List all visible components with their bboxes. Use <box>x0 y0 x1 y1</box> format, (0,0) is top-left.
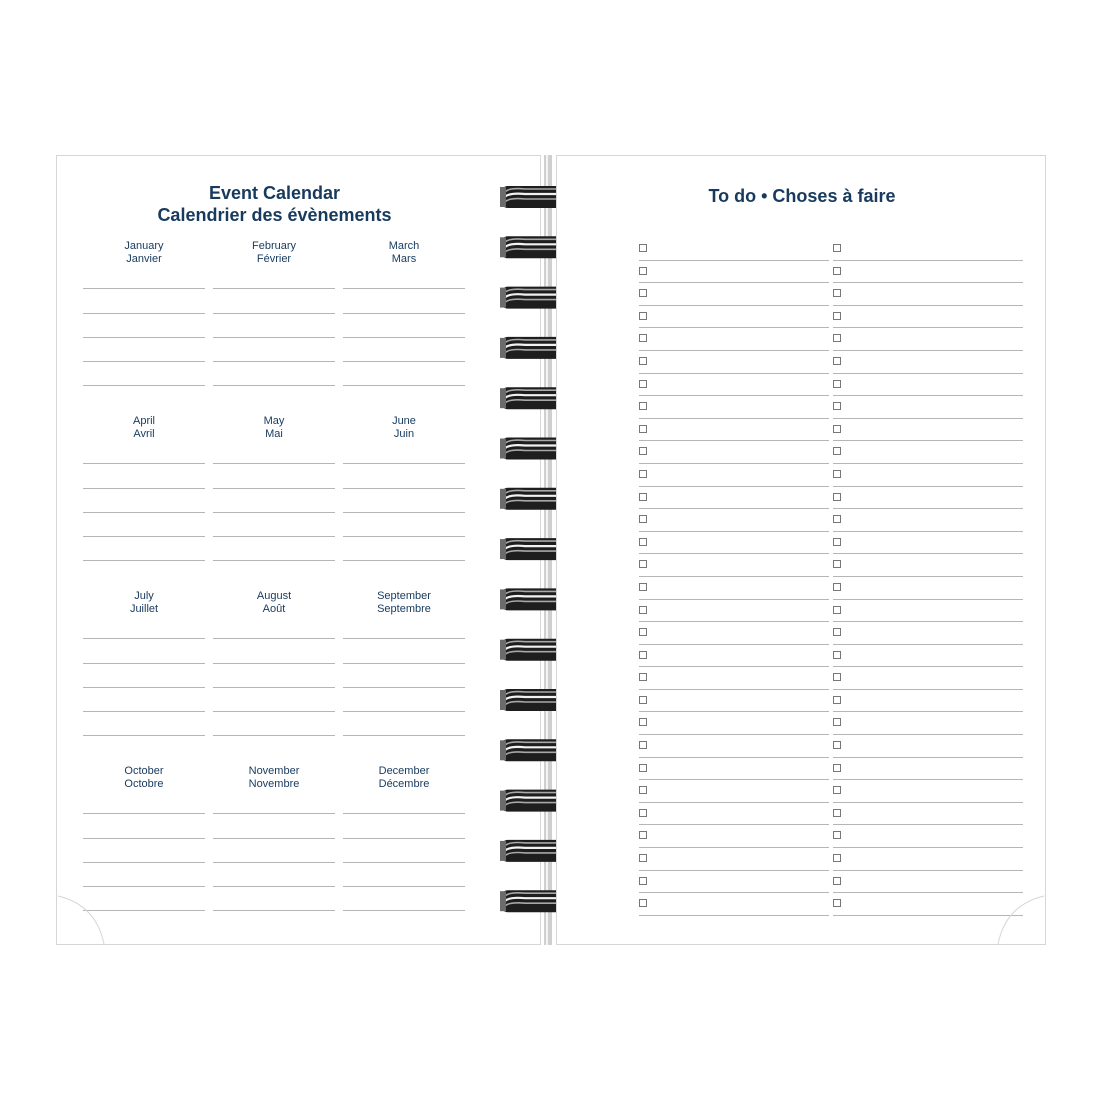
event-writing-line[interactable] <box>343 512 465 513</box>
todo-item-row <box>833 784 1023 807</box>
todo-writing-line[interactable] <box>833 915 1023 916</box>
todo-writing-line[interactable] <box>639 802 829 803</box>
event-writing-line[interactable] <box>83 488 205 489</box>
event-writing-line[interactable] <box>83 687 205 688</box>
event-writing-line[interactable] <box>213 638 335 639</box>
todo-item-row <box>639 716 829 739</box>
todo-item-row <box>639 852 829 875</box>
todo-writing-line[interactable] <box>639 350 829 351</box>
month-label <box>83 765 205 791</box>
month-label-en: March <box>388 240 420 252</box>
event-writing-line[interactable] <box>83 638 205 639</box>
event-writing-line[interactable] <box>83 560 205 561</box>
todo-checkbox[interactable] <box>833 809 841 817</box>
event-writing-line[interactable] <box>213 536 335 537</box>
todo-item-row <box>833 897 1023 920</box>
todo-writing-line[interactable] <box>639 508 829 509</box>
todo-item-row <box>639 897 829 920</box>
todo-column-left <box>639 242 829 920</box>
todo-writing-line[interactable] <box>833 802 1023 803</box>
todo-writing-line[interactable] <box>639 260 829 261</box>
todo-item-row <box>833 332 1023 355</box>
event-writing-line[interactable] <box>213 862 335 863</box>
todo-writing-line[interactable] <box>639 395 829 396</box>
todo-item-row <box>833 604 1023 627</box>
todo-writing-line[interactable] <box>833 711 1023 712</box>
event-writing-line[interactable] <box>213 910 335 911</box>
month-label-fr: Mars <box>391 253 417 265</box>
todo-writing-line[interactable] <box>639 553 829 554</box>
event-calendar-title <box>57 182 492 226</box>
event-writing-line[interactable] <box>83 813 205 814</box>
month-label-en: April <box>132 415 155 427</box>
todo-checkbox[interactable] <box>639 380 647 388</box>
month-label <box>83 415 205 441</box>
todo-checkbox[interactable] <box>639 538 647 546</box>
event-writing-line[interactable] <box>83 735 205 736</box>
event-writing-line[interactable] <box>213 886 335 887</box>
event-writing-line[interactable] <box>343 463 465 464</box>
event-writing-line[interactable] <box>213 463 335 464</box>
todo-item-row <box>639 558 829 581</box>
todo-checkbox[interactable] <box>639 764 647 772</box>
todo-checkbox[interactable] <box>833 673 841 681</box>
month-block-january <box>83 240 205 410</box>
todo-item-row <box>639 355 829 378</box>
todo-writing-line[interactable] <box>639 282 829 283</box>
month-label-fr: Décembre <box>378 778 430 790</box>
month-label-en: May <box>263 415 285 427</box>
todo-item-row <box>639 626 829 649</box>
event-writing-line[interactable] <box>343 536 465 537</box>
event-writing-line[interactable] <box>213 813 335 814</box>
event-writing-line[interactable] <box>213 711 335 712</box>
event-writing-line[interactable] <box>83 838 205 839</box>
todo-item-row <box>833 378 1023 401</box>
todo-writing-line[interactable] <box>833 892 1023 893</box>
todo-checkbox[interactable] <box>833 334 841 342</box>
event-writing-line[interactable] <box>213 288 335 289</box>
todo-title: To do • Choses à faire <box>708 186 896 206</box>
todo-writing-line[interactable] <box>833 395 1023 396</box>
event-writing-line[interactable] <box>213 313 335 314</box>
todo-writing-line[interactable] <box>833 440 1023 441</box>
todo-item-row <box>833 287 1023 310</box>
page-corner-curve <box>56 895 106 945</box>
todo-item-row <box>833 581 1023 604</box>
todo-writing-line[interactable] <box>833 621 1023 622</box>
todo-checkbox[interactable] <box>833 560 841 568</box>
todo-item-row <box>833 649 1023 672</box>
month-label <box>213 590 335 616</box>
todo-checkbox[interactable] <box>639 651 647 659</box>
todo-checkbox[interactable] <box>639 289 647 297</box>
month-label <box>343 765 465 791</box>
month-label-fr: Novembre <box>248 778 300 790</box>
event-writing-line[interactable] <box>83 536 205 537</box>
todo-item-row <box>639 468 829 491</box>
todo-checkbox[interactable] <box>833 357 841 365</box>
month-block-november <box>213 765 335 935</box>
todo-checkbox[interactable] <box>639 877 647 885</box>
event-writing-line[interactable] <box>213 337 335 338</box>
todo-checkbox[interactable] <box>639 718 647 726</box>
event-writing-line[interactable] <box>83 361 205 362</box>
month-label <box>213 415 335 441</box>
todo-checkbox[interactable] <box>639 447 647 455</box>
todo-writing-line[interactable] <box>833 282 1023 283</box>
month-label-fr: Janvier <box>126 253 162 265</box>
todo-checkbox[interactable] <box>833 493 841 501</box>
todo-item-row <box>639 829 829 852</box>
month-label-en: September <box>377 590 431 602</box>
todo-checkbox[interactable] <box>639 312 647 320</box>
todo-writing-line[interactable] <box>833 870 1023 871</box>
todo-item-row <box>639 649 829 672</box>
todo-item-row <box>833 875 1023 898</box>
todo-writing-line[interactable] <box>639 599 829 600</box>
todo-writing-line[interactable] <box>639 418 829 419</box>
event-writing-line[interactable] <box>343 687 465 688</box>
month-label-en: February <box>251 240 297 252</box>
todo-checkbox[interactable] <box>833 877 841 885</box>
todo-item-row <box>639 242 829 265</box>
todo-checkbox[interactable] <box>639 402 647 410</box>
todo-writing-line[interactable] <box>639 757 829 758</box>
month-label-en: August <box>256 590 292 602</box>
todo-checkbox[interactable] <box>833 854 841 862</box>
todo-writing-line[interactable] <box>639 440 829 441</box>
event-writing-line[interactable] <box>343 288 465 289</box>
month-label-en: January <box>124 240 164 252</box>
event-writing-line[interactable] <box>83 337 205 338</box>
event-writing-line[interactable] <box>83 512 205 513</box>
todo-writing-line[interactable] <box>639 644 829 645</box>
todo-item-row <box>639 400 829 423</box>
todo-item-row <box>833 491 1023 514</box>
todo-checkbox[interactable] <box>833 470 841 478</box>
todo-checkbox[interactable] <box>833 312 841 320</box>
todo-writing-line[interactable] <box>639 576 829 577</box>
todo-checkbox[interactable] <box>639 741 647 749</box>
todo-item-row <box>639 332 829 355</box>
month-label-en: June <box>392 415 416 427</box>
todo-checkbox[interactable] <box>639 831 647 839</box>
todo-checkbox[interactable] <box>833 425 841 433</box>
event-writing-line[interactable] <box>343 910 465 911</box>
event-writing-line[interactable] <box>213 735 335 736</box>
todo-item-row <box>639 378 829 401</box>
month-block-december <box>343 765 465 935</box>
todo-checkbox[interactable] <box>833 606 841 614</box>
month-label <box>213 765 335 791</box>
todo-writing-line[interactable] <box>833 553 1023 554</box>
todo-item-row <box>639 671 829 694</box>
todo-item-row <box>833 829 1023 852</box>
month-label <box>343 590 465 616</box>
todo-checkbox[interactable] <box>833 764 841 772</box>
todo-item-row <box>639 875 829 898</box>
todo-item-row <box>833 242 1023 265</box>
month-block-february <box>213 240 335 410</box>
event-writing-line[interactable] <box>83 862 205 863</box>
event-calendar-title-fr: Calendrier des évènements <box>157 205 392 225</box>
todo-checkbox[interactable] <box>639 560 647 568</box>
month-block-march <box>343 240 465 410</box>
todo-item-row <box>833 694 1023 717</box>
todo-item-row <box>639 536 829 559</box>
todo-checkbox[interactable] <box>833 651 841 659</box>
event-writing-line[interactable] <box>343 488 465 489</box>
todo-checkbox[interactable] <box>833 628 841 636</box>
todo-writing-line[interactable] <box>833 486 1023 487</box>
month-block-june <box>343 415 465 585</box>
event-writing-line[interactable] <box>83 385 205 386</box>
event-writing-line[interactable] <box>343 862 465 863</box>
todo-checkbox[interactable] <box>833 447 841 455</box>
todo-writing-line[interactable] <box>833 666 1023 667</box>
todo-checkbox[interactable] <box>833 267 841 275</box>
todo-item-row <box>639 310 829 333</box>
todo-writing-line[interactable] <box>833 824 1023 825</box>
event-writing-line[interactable] <box>343 886 465 887</box>
event-writing-line[interactable] <box>213 560 335 561</box>
event-writing-line[interactable] <box>343 838 465 839</box>
month-label-en: December <box>378 765 430 777</box>
month-block-april <box>83 415 205 585</box>
event-writing-line[interactable] <box>83 711 205 712</box>
todo-checkbox[interactable] <box>833 380 841 388</box>
todo-writing-line[interactable] <box>639 689 829 690</box>
todo-item-row <box>833 536 1023 559</box>
event-writing-line[interactable] <box>343 313 465 314</box>
todo-checkbox[interactable] <box>639 244 647 252</box>
todo-writing-line[interactable] <box>639 305 829 306</box>
todo-item-row <box>639 287 829 310</box>
month-label-fr: Août <box>262 603 286 615</box>
todo-checkbox[interactable] <box>639 583 647 591</box>
event-writing-line[interactable] <box>213 361 335 362</box>
todo-writing-line[interactable] <box>833 373 1023 374</box>
todo-writing-line[interactable] <box>639 463 829 464</box>
todo-checkbox[interactable] <box>639 696 647 704</box>
event-writing-line[interactable] <box>213 663 335 664</box>
todo-writing-line[interactable] <box>833 531 1023 532</box>
todo-writing-line[interactable] <box>639 870 829 871</box>
todo-item-row <box>833 423 1023 446</box>
month-label-fr: Février <box>256 253 292 265</box>
todo-writing-line[interactable] <box>833 757 1023 758</box>
todo-checkbox[interactable] <box>639 673 647 681</box>
todo-checkbox[interactable] <box>833 899 841 907</box>
todo-checkbox[interactable] <box>639 515 647 523</box>
todo-writing-line[interactable] <box>833 418 1023 419</box>
event-writing-line[interactable] <box>83 463 205 464</box>
todo-item-row <box>639 491 829 514</box>
todo-writing-line[interactable] <box>639 711 829 712</box>
event-writing-line[interactable] <box>213 385 335 386</box>
event-writing-line[interactable] <box>343 337 465 338</box>
event-writing-line[interactable] <box>343 638 465 639</box>
event-writing-line[interactable] <box>343 663 465 664</box>
event-writing-line[interactable] <box>343 361 465 362</box>
month-label-fr: Mai <box>265 428 283 440</box>
todo-writing-line[interactable] <box>833 305 1023 306</box>
todo-checkbox[interactable] <box>833 538 841 546</box>
todo-checkbox[interactable] <box>639 425 647 433</box>
month-label-en: November <box>248 765 300 777</box>
todo-checkbox[interactable] <box>639 470 647 478</box>
event-writing-line[interactable] <box>213 687 335 688</box>
todo-item-row <box>833 400 1023 423</box>
todo-item-row <box>639 445 829 468</box>
todo-writing-line[interactable] <box>639 666 829 667</box>
todo-item-row <box>639 807 829 830</box>
todo-writing-line[interactable] <box>639 373 829 374</box>
month-label <box>213 240 335 266</box>
month-label-fr: Juin <box>393 428 415 440</box>
todo-writing-line[interactable] <box>833 779 1023 780</box>
todo-item-row <box>833 265 1023 288</box>
todo-item-row <box>833 310 1023 333</box>
todo-writing-line[interactable] <box>639 892 829 893</box>
todo-writing-line[interactable] <box>639 847 829 848</box>
page-corner-curve <box>996 895 1046 945</box>
todo-writing-line[interactable] <box>833 508 1023 509</box>
todo-writing-line[interactable] <box>833 847 1023 848</box>
todo-writing-line[interactable] <box>833 260 1023 261</box>
todo-item-row <box>639 423 829 446</box>
todo-checkbox[interactable] <box>639 899 647 907</box>
event-writing-line[interactable] <box>213 488 335 489</box>
todo-writing-line[interactable] <box>639 779 829 780</box>
todo-page <box>556 155 1046 945</box>
todo-writing-line[interactable] <box>639 327 829 328</box>
todo-checkbox[interactable] <box>639 628 647 636</box>
todo-writing-line[interactable] <box>833 689 1023 690</box>
todo-writing-line[interactable] <box>833 644 1023 645</box>
todo-checkbox[interactable] <box>833 741 841 749</box>
event-writing-line[interactable] <box>83 886 205 887</box>
month-label <box>83 240 205 266</box>
todo-item-row <box>833 355 1023 378</box>
event-writing-line[interactable] <box>213 512 335 513</box>
todo-checkbox[interactable] <box>833 718 841 726</box>
todo-checkbox[interactable] <box>639 854 647 862</box>
month-label-fr: Octobre <box>124 778 164 790</box>
todo-writing-line[interactable] <box>639 734 829 735</box>
event-writing-line[interactable] <box>343 711 465 712</box>
todo-item-row <box>639 694 829 717</box>
todo-item-row <box>639 784 829 807</box>
event-writing-line[interactable] <box>213 838 335 839</box>
todo-item-row <box>639 513 829 536</box>
todo-writing-line[interactable] <box>639 824 829 825</box>
todo-checkbox[interactable] <box>833 402 841 410</box>
todo-item-row <box>833 716 1023 739</box>
todo-checkbox[interactable] <box>833 696 841 704</box>
todo-checkbox[interactable] <box>639 606 647 614</box>
todo-checkbox[interactable] <box>833 583 841 591</box>
todo-writing-line[interactable] <box>833 463 1023 464</box>
event-writing-line[interactable] <box>83 288 205 289</box>
todo-writing-line[interactable] <box>833 599 1023 600</box>
event-calendar-page <box>56 155 541 945</box>
month-block-september <box>343 590 465 760</box>
todo-writing-line[interactable] <box>833 327 1023 328</box>
todo-writing-line[interactable] <box>833 734 1023 735</box>
event-writing-line[interactable] <box>343 385 465 386</box>
todo-item-row <box>833 558 1023 581</box>
month-label <box>83 590 205 616</box>
todo-writing-line[interactable] <box>639 915 829 916</box>
event-calendar-title-en: Event Calendar <box>208 183 341 203</box>
month-label-fr: Septembre <box>377 603 431 615</box>
event-writing-line[interactable] <box>343 560 465 561</box>
month-label-fr: Juillet <box>129 603 159 615</box>
month-label-fr: Avril <box>133 428 155 440</box>
todo-item-row <box>833 852 1023 875</box>
todo-item-row <box>833 671 1023 694</box>
todo-item-row <box>833 513 1023 536</box>
todo-writing-line[interactable] <box>639 486 829 487</box>
todo-item-row <box>639 762 829 785</box>
event-writing-line[interactable] <box>343 813 465 814</box>
month-label <box>343 240 465 266</box>
todo-checkbox[interactable] <box>639 493 647 501</box>
event-writing-line[interactable] <box>83 663 205 664</box>
month-label-en: October <box>124 765 164 777</box>
todo-item-row <box>639 739 829 762</box>
todo-writing-line[interactable] <box>833 350 1023 351</box>
month-block-august <box>213 590 335 760</box>
todo-item-row <box>833 626 1023 649</box>
todo-checkbox[interactable] <box>639 809 647 817</box>
todo-writing-line[interactable] <box>639 621 829 622</box>
todo-checkbox[interactable] <box>833 515 841 523</box>
todo-item-row <box>639 265 829 288</box>
todo-writing-line[interactable] <box>833 576 1023 577</box>
todo-checkbox[interactable] <box>639 267 647 275</box>
todo-item-row <box>833 762 1023 785</box>
event-writing-line[interactable] <box>343 735 465 736</box>
todo-checkbox[interactable] <box>833 244 841 252</box>
todo-checkbox[interactable] <box>833 831 841 839</box>
todo-item-row <box>833 807 1023 830</box>
todo-item-row <box>833 468 1023 491</box>
month-label <box>343 415 465 441</box>
month-label-en: July <box>134 590 154 602</box>
todo-item-row <box>639 581 829 604</box>
month-block-may <box>213 415 335 585</box>
todo-checkbox[interactable] <box>639 357 647 365</box>
todo-checkbox[interactable] <box>833 289 841 297</box>
todo-checkbox[interactable] <box>639 334 647 342</box>
event-writing-line[interactable] <box>83 313 205 314</box>
todo-column-right <box>833 242 1023 920</box>
todo-checkbox[interactable] <box>639 786 647 794</box>
todo-item-row <box>833 445 1023 468</box>
todo-writing-line[interactable] <box>639 531 829 532</box>
todo-item-row <box>639 604 829 627</box>
todo-item-row <box>833 739 1023 762</box>
month-block-july <box>83 590 205 760</box>
todo-checkbox[interactable] <box>833 786 841 794</box>
